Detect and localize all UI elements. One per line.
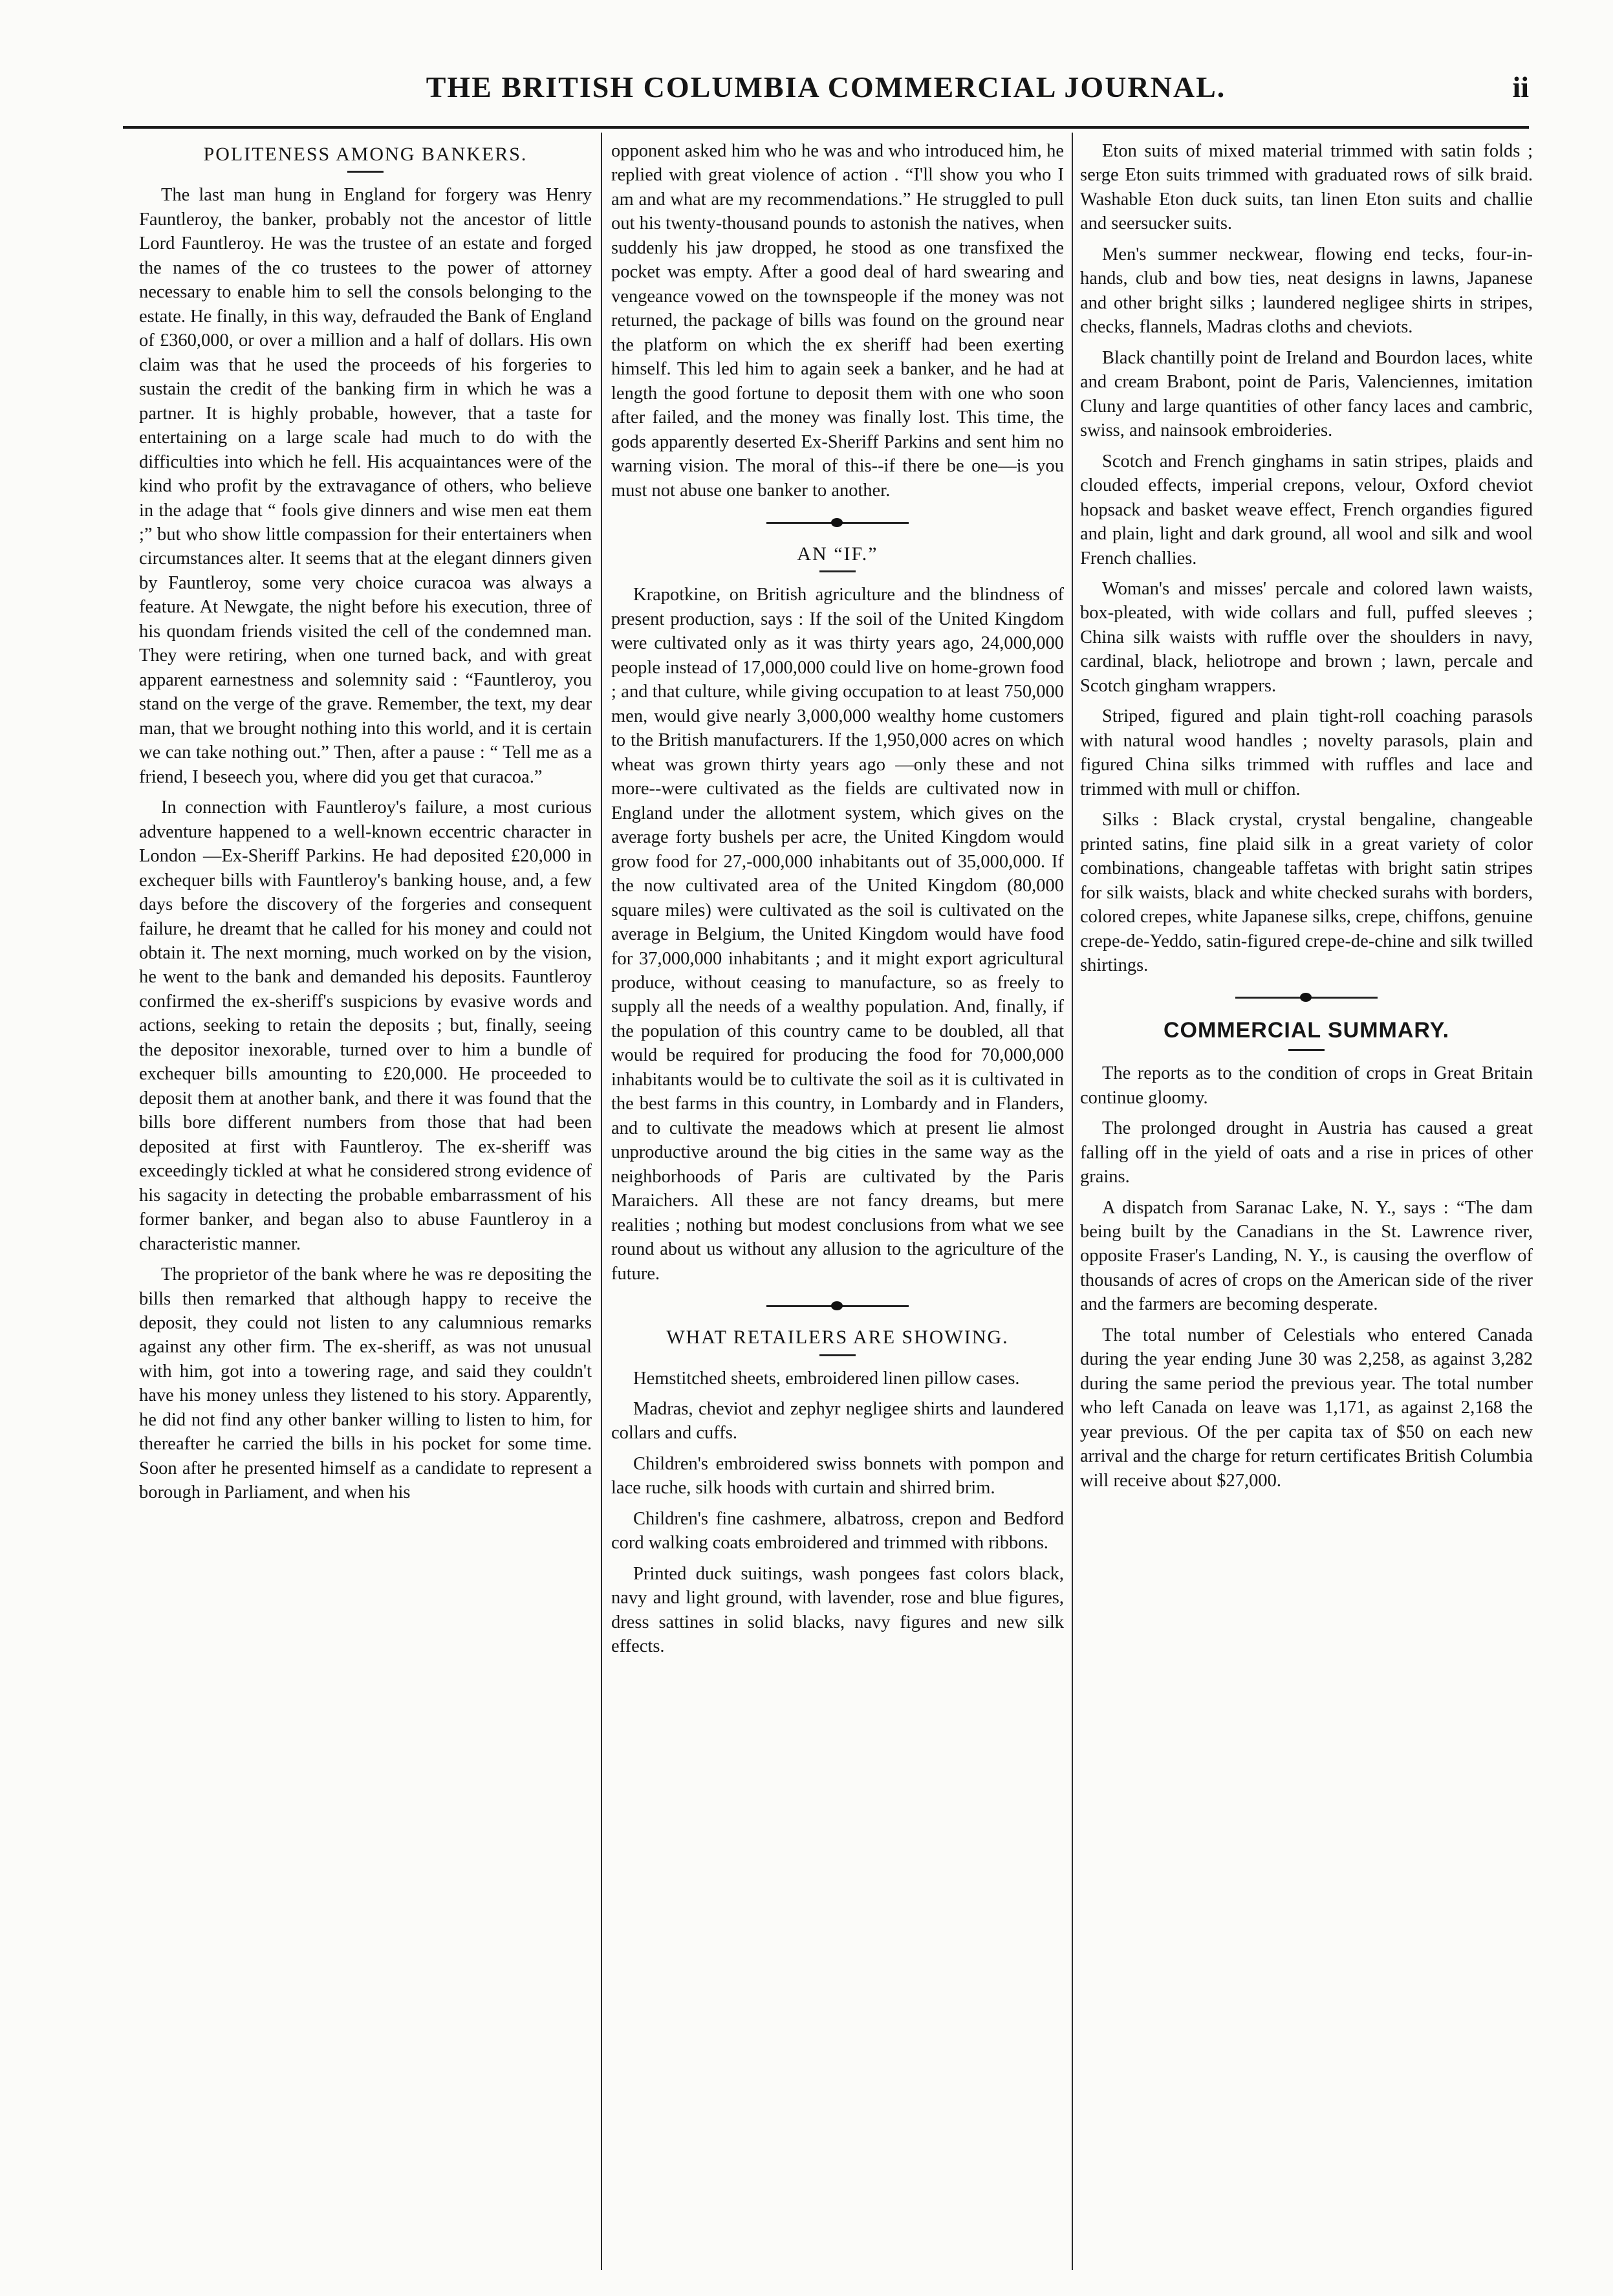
politeness-paragraph: The proprietor of the bank where he was re depositing the bills then remarked that although happy to receive the deposit, they could not listen to any calumnious remarks against any other firm. The ex-sheriff, as was not unusual with him, got into a towering rage, and said they couldn't have his money unless they listened to his story. Apparently, he did not find any other banker willing to listen to him, for thereafter he carried the bills in his pocket for some time. Soon after he presented himself as a candidate to represent a borough in Parliament, and when his bbox=[139, 1264, 592, 1503]
politeness-paragraph: The last man hung in England for forgery was Henry Fauntleroy, the banker, probably not the ancestor of little Lord Fauntleroy. He was the trustee of an estate and forged the names of the co trustees to the power of attorney necessary to enable him to sell the consols belonging to the estate. He finally, in this way, defrauded the Bank of England of £360,000, or over a million and a half of dollars. His own claim was that he used the proceeds of his forgeries to sustain the credit of the banking firm in which he was a partner. It is highly probable, however, that a taste for entertaining on a large scale had much to do with the difficulties into which he fell. His acquaintances were of the kind who profit by the extravagance of others, who believe in the adage that “ fools give dinners and wise men eat them ;” but who show little compassion for their entertainers when circumstances alter. It seems that at the elegant dinners given by Fauntleroy, some very choice curacoa was always a feature. At Newgate, the night before his execution, three of his quondam friends visited the cell of the condemned man. They were retiring, when one turned back, and with great apparent earnestness and solemnity said : “Fauntleroy, you stand on the verge of the grave. Remember, the text, my dear man, that we brought nothing into this world, and it is certain we can take nothing out.” Then, after a pause : “ Tell me as a friend, I beseech you, where did you get that curacoa.” bbox=[139, 185, 592, 787]
column-2 bbox=[611, 139, 1064, 2270]
summary-paragraph: The prolonged drought in Austria has caused a great falling off in the yield of oats and a rise in prices of other grains. bbox=[1080, 1118, 1533, 1187]
column-divider-2 bbox=[1072, 133, 1073, 2270]
retailers-paragraph: Black chantilly point de Ireland and Bourdon laces, white and cream Brabont, point de Paris, Valenciennes, imitation Cluny and large quantities of other fancy laces and cambric, swiss, and nainsook embroideries. bbox=[1080, 347, 1533, 441]
an-if-title: AN “IF.” bbox=[797, 543, 878, 565]
retailers-paragraph: Eton suits of mixed material trimmed with satin folds ; serge Eton suits trimmed with graduated rows of silk braid. Washable Eton duck suits, tan linen Eton suits and challie and seersucker suits. bbox=[1080, 141, 1533, 234]
politeness-paragraph: In connection with Fauntleroy's failure, a most curious adventure happened to a well-known eccentric character in London —Ex-Sheriff Parkins. He had deposited £20,000 in exchequer bills with Fauntleroy's banking house, and, a few days before the discovery of the forgeries and consequent failure, he dreamt that he called for his money and could not obtain it. The next morning, much worked on by the vision, he went to the bank and demanded his deposits. Fauntleroy confirmed the ex-sheriff's suspicions by evasive words and actions, seeking to retain the deposits ; but, finally, seeing the depositor inexorable, turned over to him a bundle of exchequer bills amounting to £20,000. He proceeded to deposit them at another bank, and there it was found that the bills bore different numbers from those that had been deposited at first with Fauntleroy. The ex-sheriff was exceedingly tickled at what he considered strong evidence of his sagacity in detecting the probable embarrassment of his former banker, and began also to abuse Fauntleroy in a characteristic manner. bbox=[139, 797, 592, 1254]
retailers-paragraph: Printed duck suitings, wash pongees fast colors black, navy and light ground, with lavender, rose and blue figures, dress sattines in solid blacks, navy figures and new silk effects. bbox=[611, 1563, 1064, 1657]
retailers-paragraph: Men's summer neckwear, flowing end tecks, four-in-hands, club and bow ties, neat designs in lawns, Japanese and other bright silks ; laundered negligee shirts in stripes, checks, flannels, Madras cloths and cheviots. bbox=[1080, 244, 1533, 338]
section-separator bbox=[766, 1300, 909, 1312]
journal-title: THE BRITISH COLUMBIA COMMERCIAL JOURNAL. bbox=[426, 70, 1226, 103]
column-3 bbox=[1080, 139, 1533, 2270]
retailers-paragraph: Woman's and misses' percale and colored lawn waists, box-pleated, with wide collars and full, puffed sleeves ; China silk waists with ruffle over the shoulders in navy, cardinal, black, heliotrope and brown ; lawn, percale and Scotch gingham wrappers. bbox=[1080, 578, 1533, 696]
retailers-paragraph: Striped, figured and plain tight-roll coaching parasols with natural wood handles ; novelty parasols, plain and figured China silks trimmed with ruffles and lace and trimmed with mull or chiffon. bbox=[1080, 706, 1533, 799]
title-dash bbox=[819, 570, 856, 572]
retailers-paragraph: Madras, cheviot and zephyr negligee shirts and laundered collars and cuffs. bbox=[611, 1398, 1064, 1444]
summary-paragraph: A dispatch from Saranac Lake, N. Y., says : “The dam being built by the Canadians in the St. Lawrence river, opposite Fraser's Landing, N. Y., is causing the overflow of thousands of acres of crops on the American side of the river and the farmers are becoming desperate. bbox=[1080, 1197, 1533, 1315]
page-number: ii bbox=[1512, 70, 1529, 103]
masthead-rule bbox=[123, 126, 1529, 129]
section-separator bbox=[766, 517, 909, 528]
politeness-title: POLITENESS AMONG BANKERS. bbox=[203, 144, 528, 165]
retailers-paragraph: Children's fine cashmere, albatross, crepon and Bedford cord walking coats embroidered and trimmed with ribbons. bbox=[611, 1508, 1064, 1554]
column-1 bbox=[139, 139, 592, 2270]
title-dash bbox=[1288, 1049, 1325, 1051]
retailers-title: WHAT RETAILERS ARE SHOWING. bbox=[666, 1327, 1009, 1348]
title-dash bbox=[347, 171, 384, 173]
separator-ornament bbox=[1300, 993, 1312, 1002]
commercial-summary-title: COMMERCIAL SUMMARY. bbox=[1163, 1018, 1450, 1043]
summary-paragraph: The total number of Celestials who entered Canada during the year ending June 30 was 2,258, as against 3,282 during the same period the previous year. The total number who left Canada on leave was 1,171, as against 2,168 the year previous. Of the per capita tax of $50 on each new arrival and the charge for return certificates British Columbia will receive about $27,000. bbox=[1080, 1325, 1533, 1491]
retailers-paragraph: Silks : Black crystal, crystal bengaline, changeable printed satins, fine plaid silk in a great variety of color combinations, changeable taffetas with bright satin stripes for silk waists, black and white checked surahs with borders, colored crepes, white Japanese silks, crepe, chiffons, genuine crepe-de-Yeddo, satin-figured crepe-de-chine and silk twilled shirtings. bbox=[1080, 810, 1533, 975]
section-separator bbox=[1235, 991, 1378, 1003]
summary-paragraph: The reports as to the condition of crops in Great Britain continue gloomy. bbox=[1080, 1063, 1533, 1108]
retailers-paragraph: Children's embroidered swiss bonnets with pompon and lace ruche, silk hoods with curtain and shirred brim. bbox=[611, 1453, 1064, 1499]
politeness-paragraph: opponent asked him who he was and who introduced him, he replied with great violence of action . “I'll show you who I am and what are my recommendations.” He struggled to pull out his twenty-thousand pounds to astonish the natives, when suddenly his jaw dropped, he stood as one transfixed the pocket was empty. After a good deal of hard swearing and vengeance vowed on the townspeople if the money was not returned, the package of bills was found on the ground near the platform on which the ex sheriff had been exerting himself. This led him to again seek a banker, and he had at length the good fortune to deposit them with one who soon after failed, and the money was finally lost. This time, the gods apparently deserted Ex-Sheriff Parkins and sent him no warning vision. The moral of this--if there be one—is you must not abuse one banker to another. bbox=[611, 141, 1064, 501]
column-divider-1 bbox=[601, 133, 602, 2270]
masthead bbox=[123, 70, 1529, 122]
retailers-paragraph: Hemstitched sheets, embroidered linen pillow cases. bbox=[633, 1368, 1020, 1389]
an-if-paragraph: Krapotkine, on British agriculture and the blindness of present production, says : If the soil of the United Kingdom were cultivated only as it was thirty years ago, 24,000,000 people instead of 17,000,000 could live on home-grown food ; and that culture, while giving occupation to at least 750,000 men, would give nearly 3,000,000 wealthy home customers to the British manufacturers. If the 1,950,000 acres on which wheat was grown thirty years ago —only these and not more--were cultivated as the fields are cultivated now in England under the allotment system, which gives on the average forty bushels per acre, the United Kingdom would grow food for 27,-000,000 inhabitants out of 35,000,000. If the now cultivated area of the United Kingdom (80,000 square miles) were cultivated as the soil is cultivated on the average in Belgium, the United Kingdom would have food for 37,000,000 inhabitants ; and it might export agricultural produce, without ceasing to manufacture, so as freely to supply all the needs of a wealthy population. And, finally, if the population of this country came to be doubled, all that would be required for producing the food for 70,000,000 inhabitants would be to cultivate the soil as it is cultivated in the best farms in this country, in Lombardy and in Flanders, and to cultivate the meadows which at present lie almost unproductive around the big cities in the same way as the neighborhoods of Paris are cultivated by the Paris Maraichers. All these are not fancy dreams, but mere realities ; nothing but modest conclusions from what we see round about us without any allusion to the agriculture of the future. bbox=[611, 585, 1064, 1284]
retailers-paragraph: Scotch and French ginghams in satin stripes, plaids and clouded effects, imperial crepons, velour, Oxford cheviot hopsack and basket weave effect, French organdies figured and plain, light and dark ground, all wool and silk and wool French challies. bbox=[1080, 451, 1533, 569]
separator-ornament bbox=[831, 1301, 843, 1310]
separator-ornament bbox=[831, 518, 843, 527]
title-dash bbox=[819, 1354, 856, 1356]
